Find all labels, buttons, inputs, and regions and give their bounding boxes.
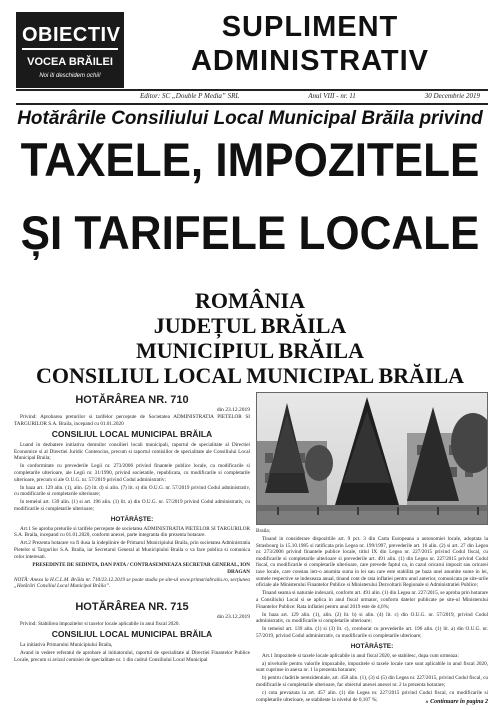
paragraph: In baza art. 129 alin. (1), alin. (2) lit. b) si alin. (4) lit. c) din O.U.G. nr. 57/2019, privind Codul administrativ, cu modificarile si completarile ulterioare;: [256, 611, 488, 625]
headline-line1: TAXELE, IMPOZITELE: [20, 134, 480, 187]
city-hall-photo-image: [257, 393, 488, 525]
paragraph: In baza art. 129 alin. (1), alin. (2) lit. d) si alin. (7) lit. s) din O.U.G. nr. 57/2019 privind Codul administrativ, cu modificarile si completarile ulterioare;: [14, 484, 250, 498]
headline-line2: ȘI TARIFELE LOCALE: [20, 207, 480, 260]
article-2: Art.2 Prezenta hotarare va fi dusa la indeplinire de Primarul Municipiului Braila, prin societatea Administratia Pietelor si Targurilor S.A. Braila, iar Secretarul General al Municipiului Braila o va face publica si comunica celor interesati.: [14, 540, 250, 560]
logo-subtitle: VOCEA BRĂILEI: [27, 56, 113, 68]
edition-line: [132, 92, 488, 100]
decision-715-title: HOTĂRÂREA NR. 715: [75, 600, 189, 613]
institution-council: CONSILIUL LOCAL MUNICIPAL BRĂILA: [35, 363, 465, 388]
article-1: Art.1 Impozitele si taxele locale aplicabile in anul fiscal 2020, se stabilesc, dupa cum urmeaza:: [262, 652, 459, 659]
paragraph: Tinand in considerare dispozitiile art. 9 pct. 3 din Carta Europeana a autonomiei locale, adoptata la Strasbourg la 15.10.1985 si ratificata prin Legea nr. 199/1997, prevederile art. 16 alin. (2) si art. 27 din Legea nr. 273/2006 privind finantele publice locale, titlul IX din Legea nr. 227/2015 privind Codul fiscal, cu modificarile si completarile ulterioare si prevederile art. 491 alin. (1) din Legea nr. 227/2015 privind Codul fiscal, cu modificarile si completarile ulterioare, care prevede faptul ca, in cazul oricarui impozit sau oricarei taxe locale, care constau intr-o anumita suma in lei sau care este stabilita pe baza unei anumite sume in lei, sumele respective se indexeaza anual, tinand cont de rata inflatiei pentru anul anterior, comunicata pe site-urile oficiale ale Ministerului Finantelor Publice si Ministerului Dezvoltarii Regionale si Administratiei Publice;: [256, 536, 488, 589]
institution-municipality: MUNICIPIUL BRĂILA: [136, 338, 364, 363]
headline-kicker: Hotărârile Consiliului Local Municipal Brăila privind: [17, 108, 483, 129]
council-heading: CONSILIUL LOCAL MUNICIPAL BRĂILA: [51, 629, 213, 640]
logo-tagline: Noi iti deschidem ochii!: [39, 73, 101, 79]
decides-heading: HOTĂRĂȘTE:: [350, 642, 394, 650]
article-1-item-c: c) cota prevazuta la art. 457 alin. (1) din Legea nr. 227/2015 privind Codul fiscal, cu modificarile si completarile ulterioare, se stabileste la nivelul de 0,107 %;: [256, 689, 488, 703]
supplement-title: [132, 10, 488, 78]
paragraph: In temeiul art. 139 alin. (1) si (3) lit. c), coroborat cu prevederile art. 196 alin. (1) lit. a) din O.U.G. nr. 57/2019, privind Codul administrativ, cu modificarile si completarile ulterioare;: [256, 626, 488, 639]
council-heading: CONSILIUL LOCAL MUNICIPAL BRĂILA: [51, 429, 213, 440]
institution-county: JUDEȚUL BRĂILA: [153, 313, 347, 338]
decides-heading: HOTĂRĂȘTE:: [110, 515, 154, 523]
editor-text: Editor: SC „Double P Media” SRL: [140, 92, 240, 100]
paragraph: Tinand seama si naturale indexarii, conform art. 491 alin. (1) din Legea nr. 227/2015, se aproba prin hotarare a Consiliului Local si se aplica in anul fiscal urmator, conform datelor publicate pe site-ul Ministerului Finantelor Publice: Rata inflatiei pentru anul 2019 este de 4,6%;: [256, 590, 488, 610]
paragraph: In temeiul art. 139 alin. (1) si art. 196 alin. (1) lit. a) din O.U.G. nr. 57/2019 privind Codul administrativ, cu modificarile si completarile ulterioare;: [14, 499, 250, 513]
continued-on-page-2: » Continuare în pagina 2: [425, 699, 488, 705]
annex-note: NOTĂ: Anexa la H.C.L.M. Brăila nr. 710/23.12.2019 se poate studia pe site-ul www.primariabraila.ro, secțiunea „Hotărâri Consiliul Local Municipal Brăila”.: [14, 576, 250, 590]
institution-country: ROMÂNIA: [195, 288, 305, 313]
issue-number: Anul VIII - nr. 11: [308, 92, 356, 100]
decision-710-date: din 23.12.2019: [216, 407, 250, 413]
supplement-title-line1: SUPLIMENT: [221, 11, 399, 43]
paragraph: In conformitate cu prevederile Legii nr. 273/2006 privind finantele publice locale, cu modificarile si completarile ulterioare, ale Legii nr. 31/1990, privind societatile, republicata, cu modificarile si completarile ulterioare, precum si ale O.U.G. nr. 57/2019 privind Codul administrativ;: [14, 463, 250, 483]
supplement-title-line2: ADMINISTRATIV: [190, 45, 429, 77]
issue-date: 30 Decembrie 2019: [424, 92, 480, 100]
decision-715-date: din 23.12.2019: [216, 613, 250, 620]
masthead-rule-bottom: [16, 103, 488, 105]
newspaper-logo: [16, 12, 124, 88]
city-hall-photo: [256, 392, 488, 525]
decision-710-subject: Privind: Aprobarea preturilor si tarifelor percepute de Societatea ADMINISTRATIA PIETELOR SI TARGURILOR S.A. Braila, incepand cu 01.01.2020: [14, 414, 250, 427]
logo-name: OBIECTIV: [22, 22, 118, 50]
left-column: [14, 393, 250, 665]
decision-715-subject: Privind: Stabilirea impozitelor si taxelor locale aplicabile in anul fiscal 2020.: [20, 620, 180, 627]
decision-710-title: HOTĂRÂREA NR. 710: [75, 394, 189, 406]
paragraph: Avand in vedere referatul de aprobare al initiatorului, raportul de specialitate al Directiei Finantelor Publice Locale, precum si avizul comisiei de specialitate nr. 1 din cadrul Consiliului Local Municipal: [14, 650, 250, 663]
paragraph: La initiativa Primarului Municipiului Braila,: [20, 642, 113, 649]
masthead-rule-top: [16, 89, 488, 91]
paragraph: Braila;: [256, 528, 271, 534]
article-1-item-a: a) nivelurile pentru valorile impozabile, impozitele si taxele locale care sunt aplicabile in anul fiscal 2020, sunt cuprinse in anexa nr. 1 la prezenta hotarare;: [256, 660, 488, 674]
paragraph: Luand in dezbatere initiativa domnilor consilieri locali municipali, raportul de specialitate al Directiei Economice si al Directiei Juridic Contencios, precum si raportul comisiilor de specialitate ale Consiliului Local Municipal Braila;: [14, 442, 250, 462]
article-1-item-b: b) pentru cladirile nerezidentiale, art. 458 alin. (1), (3) si (5) din Legea nr. 227/2015, privind Codul fiscal, cu modificarile si completarile ulterioare, fac obiectul anexei anexei nr. 2 la prezenta hotarare;: [256, 675, 488, 688]
article-1: Art.1 Se aproba preturile si tarifele percepute de societatea ADMINISTRATIA PIETELOR SI TARGURILOR S.A. Braila, incepand cu 01.01.2020, conform anexei, parte integranta din prezenta hotarare.: [14, 525, 250, 539]
signatures: PRESEDINTE DE SEDINTA, DAN PATA / CONTRASEMNEAZA SECRETAR GENERAL, ION DRAGAN: [32, 562, 250, 575]
right-column: [256, 528, 488, 705]
